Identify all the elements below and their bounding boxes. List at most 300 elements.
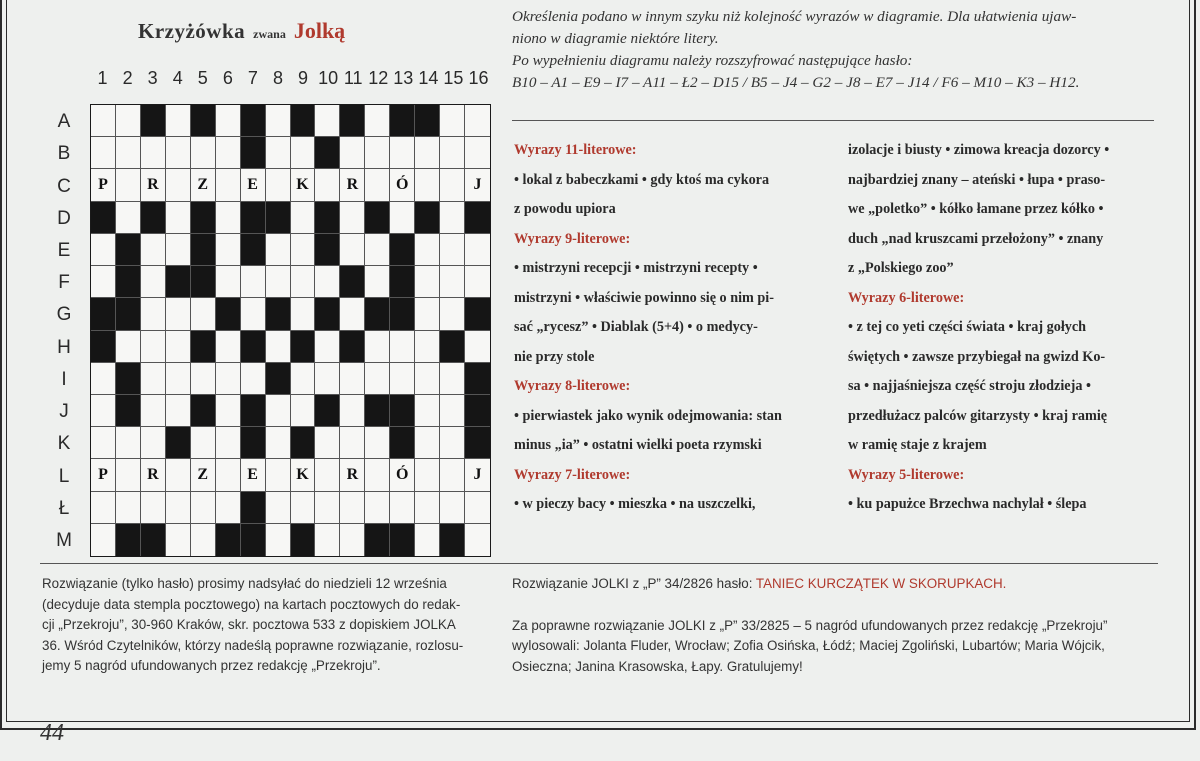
clue-line: • w pieczy bacy • mieszka • na uszczelki, [514,496,756,512]
column-number: 6 [222,68,233,88]
clue-heading: Wyrazy 8-literowe: [514,378,631,394]
column-numbers [90,68,491,90]
empty-cell[interactable] [266,427,291,459]
empty-cell[interactable] [315,363,340,395]
black-cell [116,524,141,556]
empty-cell[interactable] [216,266,241,298]
title-main: Krzyżówka [138,19,246,43]
empty-cell[interactable] [241,298,266,330]
empty-cell[interactable] [291,298,316,330]
crossword-grid [90,104,491,557]
empty-cell[interactable] [216,202,241,234]
black-cell [415,105,440,137]
black-cell [365,524,390,556]
empty-cell[interactable] [340,137,365,169]
empty-cell[interactable] [291,137,316,169]
row-letter: G [56,304,72,326]
empty-cell[interactable] [415,524,440,556]
letter-cell[interactable]: Ó [390,459,415,491]
previous-solution [512,574,1162,595]
empty-cell[interactable] [291,395,316,427]
instructions-line: niono w diagramie niektóre litery. [512,30,719,47]
letter-cell[interactable]: Z [191,459,216,491]
empty-cell[interactable] [440,363,465,395]
empty-cell[interactable] [91,524,116,556]
empty-cell[interactable] [216,105,241,137]
empty-cell[interactable] [141,137,166,169]
submission-line: 36. Wśród Czytelników, którzy nadeślą poprawne rozwiązanie, rozlosu- [42,637,464,653]
previous-results [512,574,1162,677]
empty-cell[interactable] [141,234,166,266]
row-letter: Ł [58,497,70,519]
black-cell [465,363,490,395]
empty-cell[interactable] [166,137,191,169]
empty-cell[interactable] [365,137,390,169]
empty-cell[interactable] [166,105,191,137]
row-letter: K [57,433,71,455]
empty-cell[interactable] [415,492,440,524]
empty-cell[interactable] [91,363,116,395]
empty-cell[interactable] [116,492,141,524]
black-cell [365,202,390,234]
black-cell [241,137,266,169]
empty-cell[interactable] [91,427,116,459]
clue-line: minus „ia” • ostatni wielki poeta rzymski [514,437,762,453]
column-number: 3 [147,68,158,88]
black-cell [365,395,390,427]
black-cell [191,105,216,137]
empty-cell[interactable] [465,331,490,363]
instructions-line: Określenia podano w innym szyku niż kolejność wyrazów w diagramie. Dla ułatwienia ujaw- [512,8,1077,25]
letter-cell[interactable]: R [340,169,365,201]
empty-cell[interactable] [315,169,340,201]
black-cell [241,105,266,137]
empty-cell[interactable] [315,105,340,137]
black-cell [340,105,365,137]
column-number: 4 [172,68,183,88]
black-cell [191,266,216,298]
empty-cell[interactable] [141,298,166,330]
empty-cell[interactable] [440,492,465,524]
empty-cell[interactable] [465,137,490,169]
clue-line: świętych • zawsze przybiegał na gwizd Ko- [848,348,1106,365]
column-number: 9 [298,68,309,88]
letter-cell[interactable]: K [291,459,316,491]
empty-cell[interactable] [266,395,291,427]
empty-cell[interactable] [365,266,390,298]
empty-cell[interactable] [116,105,141,137]
empty-cell[interactable] [340,202,365,234]
empty-cell[interactable] [91,105,116,137]
empty-cell[interactable] [91,137,116,169]
empty-cell[interactable] [141,492,166,524]
black-cell [390,395,415,427]
row-letter: J [59,401,69,423]
empty-cell[interactable] [415,395,440,427]
black-cell [390,105,415,137]
black-cell [241,492,266,524]
letter-cell[interactable]: J [465,459,490,491]
black-cell [241,234,266,266]
black-cell [241,395,266,427]
black-cell [216,298,241,330]
black-cell [141,105,166,137]
empty-cell[interactable] [415,234,440,266]
clue-line: • lokal z babeczkami • gdy ktoś ma cykora [514,171,770,188]
black-cell [291,524,316,556]
black-cell [191,202,216,234]
empty-cell[interactable] [216,331,241,363]
black-cell [191,395,216,427]
empty-cell[interactable] [340,427,365,459]
black-cell [291,427,316,459]
black-cell [166,266,191,298]
winners-line: Za poprawne rozwiązanie JOLKI z „P” 33/2825 – 5 nagród ufundowanych przez redakcję „Przekroju” [512,617,1108,633]
black-cell [465,298,490,330]
empty-cell[interactable] [166,524,191,556]
empty-cell[interactable] [340,492,365,524]
empty-cell[interactable] [116,427,141,459]
empty-cell[interactable] [440,266,465,298]
column-number: 16 [468,68,489,88]
empty-cell[interactable] [415,331,440,363]
black-cell [166,427,191,459]
black-cell [291,331,316,363]
empty-cell[interactable] [166,234,191,266]
black-cell [266,363,291,395]
empty-cell[interactable] [266,524,291,556]
empty-cell[interactable] [440,459,465,491]
empty-cell[interactable] [365,363,390,395]
column-number: 13 [393,68,414,88]
black-cell [465,427,490,459]
empty-cell[interactable] [266,266,291,298]
black-cell [390,524,415,556]
empty-cell[interactable] [340,234,365,266]
empty-cell[interactable] [116,137,141,169]
submission-line: cji „Przekroju”, 30-960 Kraków, skr. pocztowa 533 z dopiskiem JOLKA [42,617,456,633]
clue-line: najbardziej znany – ateński • łupa • praso- [848,171,1106,188]
empty-cell[interactable] [216,427,241,459]
empty-cell[interactable] [216,459,241,491]
black-cell [216,524,241,556]
empty-cell[interactable] [116,459,141,491]
empty-cell[interactable] [340,524,365,556]
row-letters [52,106,76,557]
clue-heading: Wyrazy 7-literowe: [514,466,631,483]
black-cell [116,234,141,266]
black-cell [191,331,216,363]
empty-cell[interactable] [91,234,116,266]
winners-line: Osieczna; Janina Krasowska, Łapy. Gratulujemy! [512,658,803,674]
empty-cell[interactable] [465,234,490,266]
black-cell [415,202,440,234]
clue-line: nie przy stole [514,348,595,365]
clue-heading: Wyrazy 9-literowe: [514,230,631,247]
empty-cell[interactable] [291,266,316,298]
empty-cell[interactable] [440,169,465,201]
submission-line: Rozwiązanie (tylko hasło) prosimy nadsyłać do niedzieli 12 września [42,576,447,591]
empty-cell[interactable] [216,363,241,395]
column-number: 7 [247,68,258,88]
empty-cell[interactable] [91,266,116,298]
letter-cell[interactable]: J [465,169,490,201]
divider [40,563,1158,564]
empty-cell[interactable] [141,331,166,363]
black-cell [241,202,266,234]
empty-cell[interactable] [440,234,465,266]
empty-cell[interactable] [166,395,191,427]
column-number: 14 [418,68,439,88]
empty-cell[interactable] [141,427,166,459]
empty-cell[interactable] [365,459,390,491]
empty-cell[interactable] [365,234,390,266]
black-cell [390,298,415,330]
black-cell [241,427,266,459]
column-number: 1 [97,68,108,88]
clue-line: izolacje i biusty • zimowa kreacja dozorcy • [848,142,1110,158]
row-letter: E [57,239,71,261]
letter-cell[interactable]: R [141,169,166,201]
black-cell [340,266,365,298]
empty-cell[interactable] [166,363,191,395]
empty-cell[interactable] [116,169,141,201]
black-cell [390,234,415,266]
black-cell [116,266,141,298]
page-number: 44 [40,720,64,746]
empty-cell[interactable] [266,234,291,266]
empty-cell[interactable] [440,105,465,137]
black-cell [291,105,316,137]
letter-cell[interactable]: E [241,169,266,201]
letter-cell[interactable]: Z [191,169,216,201]
puzzle-title [138,18,345,44]
empty-cell[interactable] [440,137,465,169]
empty-cell[interactable] [340,298,365,330]
black-cell [91,202,116,234]
black-cell [390,427,415,459]
black-cell [241,524,266,556]
empty-cell[interactable] [390,331,415,363]
empty-cell[interactable] [315,266,340,298]
empty-cell[interactable] [315,492,340,524]
column-number: 15 [443,68,464,88]
clue-heading: Wyrazy 11-literowe: [514,142,637,158]
letter-cell[interactable]: R [340,459,365,491]
black-cell [315,395,340,427]
empty-cell[interactable] [465,524,490,556]
empty-cell[interactable] [390,137,415,169]
empty-cell[interactable] [365,331,390,363]
empty-cell[interactable] [415,363,440,395]
empty-cell[interactable] [166,298,191,330]
empty-cell[interactable] [241,363,266,395]
empty-cell[interactable] [241,266,266,298]
clue-line: • mistrzyni recepcji • mistrzyni recepty • [514,260,758,276]
empty-cell[interactable] [266,331,291,363]
black-cell [241,331,266,363]
submission-line: jemy 5 nagród ufundowanych przez redakcję „Przekroju”. [42,658,381,674]
empty-cell[interactable] [315,524,340,556]
black-cell [440,331,465,363]
clue-line: z „Polskiego zoo” [848,260,954,276]
column-number: 12 [368,68,389,88]
empty-cell[interactable] [340,395,365,427]
clues-column-left [514,136,834,520]
empty-cell[interactable] [266,137,291,169]
clue-line: sa • najjaśniejsza część stroju złodzieja • [848,378,1091,394]
black-cell [141,524,166,556]
row-letter: L [58,465,70,487]
empty-cell[interactable] [465,105,490,137]
column-number: 10 [318,68,339,88]
row-letter: H [57,336,71,358]
clue-line: przedłużacz palców gitarzysty • kraj ramię [848,407,1108,424]
row-letter: C [57,175,71,197]
solution-key: B10 – A1 – E9 – I7 – A11 – Ł2 – D15 / B5 – J4 – G2 – J8 – E7 – J14 / F6 – M10 – K3 – H12. [512,74,1080,91]
black-cell [315,298,340,330]
column-number: 11 [343,68,363,88]
empty-cell[interactable] [315,331,340,363]
instructions-line: Po wypełnieniu diagramu należy rozszyfrować następujące hasło: [512,52,913,69]
empty-cell[interactable] [141,266,166,298]
winners-list [512,616,1162,678]
empty-cell[interactable] [415,266,440,298]
row-letter: M [56,529,72,551]
empty-cell[interactable] [266,459,291,491]
empty-cell[interactable] [166,492,191,524]
letter-cell[interactable]: E [241,459,266,491]
black-cell [266,202,291,234]
empty-cell[interactable] [440,202,465,234]
empty-cell[interactable] [315,459,340,491]
empty-cell[interactable] [390,363,415,395]
empty-cell[interactable] [91,492,116,524]
empty-cell[interactable] [291,492,316,524]
empty-cell[interactable] [465,266,490,298]
empty-cell[interactable] [440,427,465,459]
empty-cell[interactable] [415,169,440,201]
instructions [512,6,1172,94]
empty-cell[interactable] [216,395,241,427]
letter-cell[interactable]: Ó [390,169,415,201]
clue-line: • pierwiastek jako wynik odejmowania: stan [514,407,782,424]
black-cell [141,202,166,234]
empty-cell[interactable] [415,137,440,169]
column-number: 8 [272,68,283,88]
empty-cell[interactable] [141,395,166,427]
empty-cell[interactable] [415,459,440,491]
black-cell [315,137,340,169]
empty-cell[interactable] [415,427,440,459]
empty-cell[interactable] [141,363,166,395]
title-name: Jolką [293,18,346,43]
empty-cell[interactable] [365,492,390,524]
black-cell [390,266,415,298]
letter-cell[interactable]: P [91,169,116,201]
empty-cell[interactable] [216,169,241,201]
empty-cell[interactable] [191,363,216,395]
row-letter: B [57,143,71,165]
empty-cell[interactable] [340,363,365,395]
winners-line: wylosowali: Jolanta Fluder, Wrocław; Zofia Osińska, Łódź; Maciej Zgoliński, Lubartów; Maria Wójcik, [512,638,1105,654]
empty-cell[interactable] [440,298,465,330]
empty-cell[interactable] [166,169,191,201]
letter-cell[interactable]: P [91,459,116,491]
empty-cell[interactable] [191,524,216,556]
clue-heading: Wyrazy 5-literowe: [848,466,965,483]
black-cell [116,298,141,330]
row-letter: I [61,368,67,390]
clue-heading: Wyrazy 6-literowe: [848,289,965,306]
empty-cell[interactable] [166,459,191,491]
empty-cell[interactable] [390,492,415,524]
empty-cell[interactable] [116,202,141,234]
empty-cell[interactable] [166,202,191,234]
empty-cell[interactable] [365,105,390,137]
row-letter: A [57,111,71,133]
empty-cell[interactable] [291,363,316,395]
clue-line: duch „nad kruszcami przełożony” • znany [848,230,1104,247]
empty-cell[interactable] [465,492,490,524]
letter-cell[interactable]: R [141,459,166,491]
black-cell [315,234,340,266]
empty-cell[interactable] [166,331,191,363]
empty-cell[interactable] [191,137,216,169]
row-letter: F [58,272,70,294]
black-cell [465,202,490,234]
empty-cell[interactable] [266,169,291,201]
empty-cell[interactable] [390,202,415,234]
empty-cell[interactable] [191,427,216,459]
clue-line: • z tej co yeti części świata • kraj gołych [848,319,1087,335]
submission-line: (decyduje data stempla pocztowego) na kartach pocztowych do redak- [42,596,461,612]
black-cell [340,331,365,363]
black-cell [440,524,465,556]
column-number: 2 [122,68,133,88]
empty-cell[interactable] [116,331,141,363]
clue-line: sać „rycesz” • Diablak (5+4) • o medycy- [514,319,758,335]
empty-cell[interactable] [191,298,216,330]
black-cell [91,331,116,363]
letter-cell[interactable]: K [291,169,316,201]
empty-cell[interactable] [191,492,216,524]
submission-info [42,574,494,677]
clues-column-right [848,136,1158,520]
empty-cell[interactable] [216,492,241,524]
empty-cell[interactable] [365,169,390,201]
black-cell [266,298,291,330]
clue-line: we „poletko” • kółko łamane przez kółko • [848,201,1104,217]
empty-cell[interactable] [315,427,340,459]
empty-cell[interactable] [91,395,116,427]
black-cell [91,298,116,330]
previous-solution-value: TANIEC KURCZĄTEK W SKORUPKACH. [755,576,1007,591]
row-letter: D [57,207,71,229]
empty-cell[interactable] [291,234,316,266]
empty-cell[interactable] [365,427,390,459]
empty-cell[interactable] [266,105,291,137]
empty-cell[interactable] [440,395,465,427]
black-cell [365,298,390,330]
empty-cell[interactable] [266,492,291,524]
title-mid: zwana [253,27,286,41]
empty-cell[interactable] [216,234,241,266]
black-cell [465,395,490,427]
empty-cell[interactable] [415,298,440,330]
empty-cell[interactable] [216,137,241,169]
empty-cell[interactable] [291,202,316,234]
